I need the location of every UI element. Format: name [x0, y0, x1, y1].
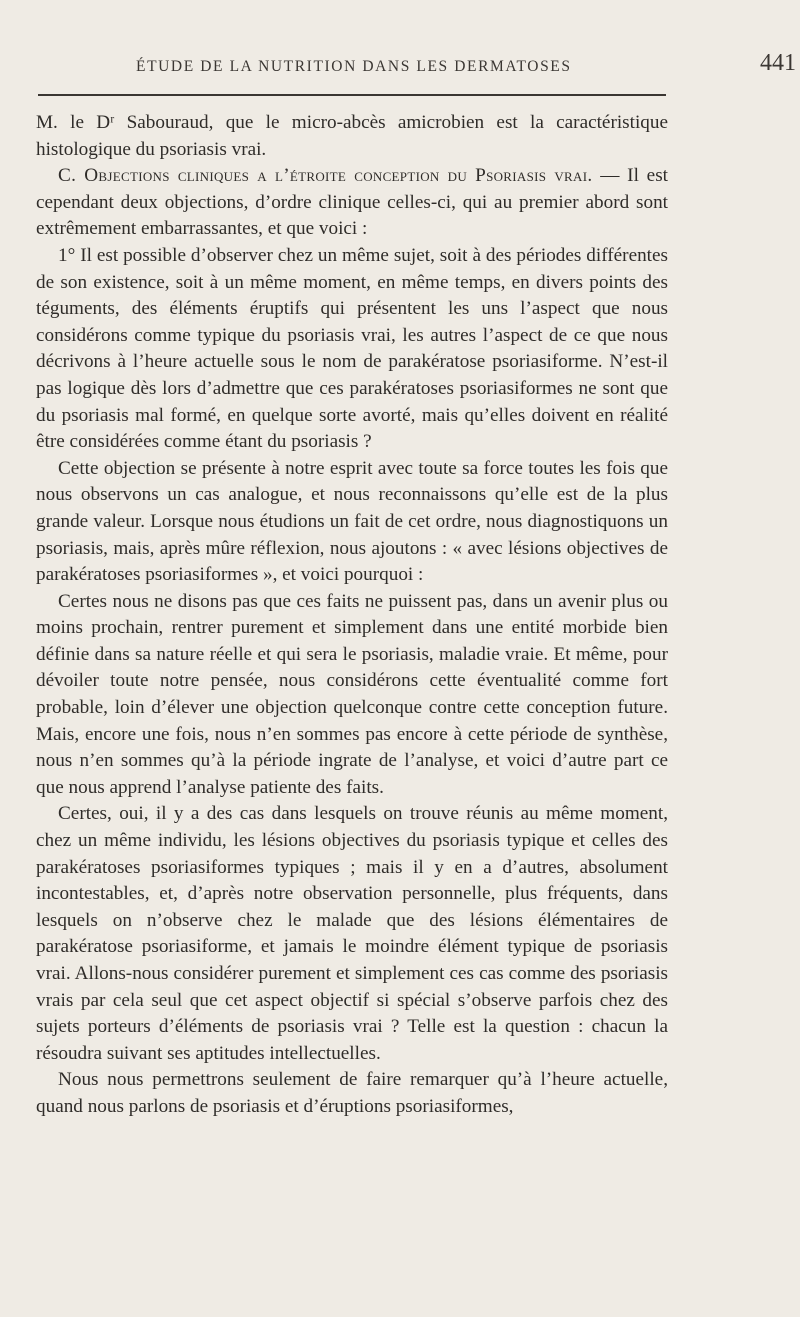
- paragraph-continuation: M. le Dʳ Sabouraud, que le micro-abcès amicrobien est la caractéristique histologique du psoriasis vrai.: [36, 112, 668, 160]
- running-head: [36, 46, 796, 86]
- paragraph-certes: Certes nous ne disons pas que ces faits ne puissent pas, dans un avenir plus ou moins prochain, rentrer purement et simplement dans une entité morbide bien définie dans sa nature réelle et qui sera le psoriasis, maladie vraie. Et même, pour dévoiler toute notre pensée, nous considérons cette éventualité comme fort probable, loin d’élever une objection quelconque contre cette conception future. Mais, encore une fois, nous n’en sommes pas encore à cette période de synthèse, nous n’en sommes qu’à la période ingrate de l’analyse, et voici d’autre part ce que nous apprend l’analyse patiente des faits.: [36, 590, 668, 798]
- header-rule: [38, 94, 666, 96]
- paragraph-closing: Nous nous permettrons seulement de faire remarquer qu’à l’heure actuelle, quand nous parlons de psoriasis et d’éruptions psoriasiformes,: [36, 1069, 668, 1117]
- paragraph-objection-response: Cette objection se présente à notre esprit avec toute sa force toutes les fois que nous observons un cas analogue, et nous reconnaissons qu’elle est de la plus grande valeur. Lorsque nous étudions un fait de cet ordre, nous diagnostiquons un psoriasis, mais, après mûre réflexion, nous ajoutons : « avec lésions objectives de parakératoses psoriasiformes », et voici pourquoi :: [36, 457, 668, 586]
- running-title: ÉTUDE DE LA NUTRITION DANS LES DERMATOSES: [136, 58, 572, 75]
- paragraph-objection-1: 1° Il est possible d’observer chez un même sujet, soit à des périodes différentes de son existence, soit à un même moment, en même temps, en divers points des téguments, des éléments éruptifs qui présentent les uns l’aspect que nous considérons comme typique du psoriasis vrai, les autres l’aspect de ce que nous décrivons à l’heure actuelle sous le nom de parakératose psoriasiforme. N’est-il pas logique dès lors d’admettre que ces parakératoses psoriasiformes ne sont que du psoriasis mal formé, en quelque sorte avorté, mais qu’elles doivent en réalité être considérées comme étant du psoriasis ?: [36, 244, 668, 453]
- section-text: — Il est cependant deux objections, d’ordre clinique celles-ci, qui au premier abord sont extrêmement embarrassantes, et que voici :: [36, 165, 668, 240]
- body-text: [36, 110, 668, 1121]
- page-number: 441: [760, 50, 796, 76]
- paragraph-section-c: [36, 163, 668, 243]
- paragraph-cases: Certes, oui, il y a des cas dans lesquels on trouve réunis au même moment, chez un même individu, les lésions objectives du psoriasis typique et celles des parakératoses psoriasiformes typiques ; mais il y en a d’autres, absolument incontestables, et, d’après notre observation personnelle, plus fréquents, dans lesquels on n’observe chez le malade que des lésions élémentaires de parakératose psoriasiforme, et jamais le moindre élément typique de psoriasis vrai. Allons-nous considérer purement et simplement ces cas comme des psoriasis vrais par cela seul que cet aspect objectif si spécial s’observe parfois chez des sujets porteurs d’éléments de psoriasis vrai ? Telle est la question : chacun la résoudra suivant ses aptitudes intellectuelles.: [36, 803, 668, 1064]
- section-heading: C. Objections cliniques a l’étroite conception du Psoriasis vrai.: [58, 165, 593, 187]
